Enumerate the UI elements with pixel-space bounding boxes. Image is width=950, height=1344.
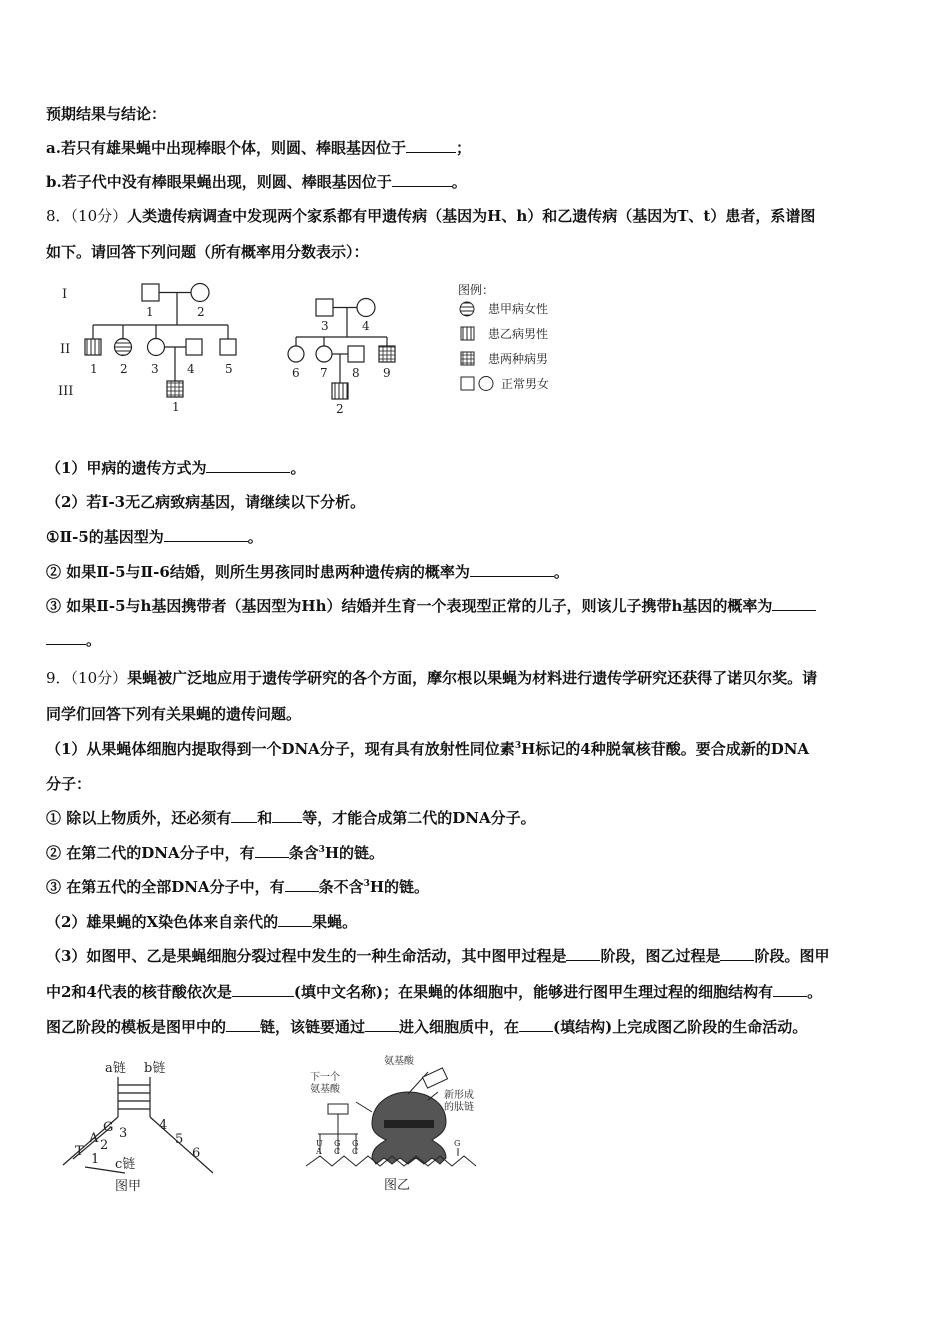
blank[interactable] bbox=[226, 1017, 260, 1032]
label-II4: 4 bbox=[187, 362, 195, 376]
figure-yi-translation bbox=[298, 1052, 498, 1197]
blank[interactable] bbox=[519, 1017, 553, 1032]
blank[interactable] bbox=[470, 562, 554, 577]
base-U: U bbox=[316, 1139, 323, 1148]
q9-sub-6: （2）雄果蝇的X染色体来自亲代的 果蝇。 bbox=[46, 913, 358, 931]
next-aa-label-2: 氨基酸 bbox=[310, 1084, 340, 1095]
label-III1: 1 bbox=[172, 400, 180, 414]
blank[interactable] bbox=[232, 982, 294, 997]
label-III2: 2 bbox=[336, 402, 344, 416]
q9-sub-2: 分子： bbox=[46, 775, 92, 793]
blank[interactable] bbox=[406, 138, 456, 153]
gen-label-III: III bbox=[58, 384, 74, 399]
label-II2: 2 bbox=[120, 362, 128, 376]
q9-sub-7: （3）如图甲、乙是果蝇细胞分裂过程中发生的一种生命活动，其中图甲过程是 阶段，图乙过程是 阶段。图甲 bbox=[46, 947, 830, 965]
q9-sub-1: （1）从果蝇体细胞内提取得到一个DNA分子，现有具有放射性同位素$^3$H标记的4种脱氧核苷酸。要合成新的DNA bbox=[46, 740, 810, 758]
III-1-both-male bbox=[167, 381, 183, 397]
q9-sub-3: ① 除以上物质外，还必须有 和 等，才能合成第二代的DNA分子。 bbox=[46, 809, 536, 827]
next-aa-label-1: 下一个 bbox=[310, 1072, 340, 1083]
legend-normal-female-symbol bbox=[479, 377, 493, 391]
q8-sub-2: （2）若I-3无乙病致病基因，请继续以下分析。 bbox=[46, 493, 366, 511]
I-2-normal-female bbox=[191, 284, 209, 302]
legend-jia-female-symbol bbox=[460, 302, 474, 316]
q8-sub-3: ①Ⅱ-5的基因型为 。 bbox=[46, 528, 263, 546]
II-6-normal-female bbox=[288, 346, 304, 362]
label-II3: 3 bbox=[151, 362, 159, 376]
label-II5: 5 bbox=[225, 362, 233, 376]
num-6: 6 bbox=[192, 1146, 201, 1161]
label-II7: 7 bbox=[320, 366, 328, 380]
num-4: 4 bbox=[159, 1118, 168, 1133]
blank[interactable] bbox=[392, 172, 452, 187]
blank[interactable] bbox=[255, 843, 289, 858]
num-3: 3 bbox=[119, 1126, 128, 1141]
blank[interactable] bbox=[566, 946, 600, 961]
label-I3: 3 bbox=[321, 319, 329, 333]
legend-jia-female: 患甲病女性 bbox=[488, 302, 549, 316]
label-II6: 6 bbox=[292, 366, 300, 380]
base-T: T bbox=[75, 1144, 84, 1159]
blank[interactable] bbox=[272, 808, 302, 823]
blank[interactable] bbox=[46, 630, 86, 645]
blank[interactable] bbox=[164, 527, 248, 542]
base-A: A bbox=[89, 1131, 99, 1146]
new-chain-label-1: 新形成 bbox=[444, 1090, 474, 1101]
question-8-line-2: 如下。请回答下列问题（所有概率用分数表示）： bbox=[46, 243, 369, 261]
legend bbox=[458, 282, 549, 391]
pedigree-figure bbox=[50, 278, 610, 418]
base-G: G bbox=[103, 1120, 114, 1135]
gen-label-I: I bbox=[62, 287, 68, 302]
II-2-jia-female bbox=[115, 339, 132, 356]
line-result-b: b.若子代中没有棒眼果蝇出现，则圆、棒眼基因位于 。 bbox=[46, 173, 467, 191]
base-G: G bbox=[334, 1139, 341, 1148]
base-G2: G bbox=[352, 1139, 359, 1148]
next-amino-acid-shape bbox=[328, 1104, 348, 1114]
b-chain-label: b链 bbox=[144, 1061, 166, 1076]
num-5: 5 bbox=[175, 1132, 184, 1147]
legend-normal: 正常男女 bbox=[501, 377, 550, 391]
label-II9: 9 bbox=[383, 366, 391, 380]
label-I4: 4 bbox=[362, 319, 370, 333]
blank[interactable] bbox=[773, 982, 807, 997]
a-chain-label: a链 bbox=[105, 1061, 126, 1076]
figure-yi-caption: 图乙 bbox=[384, 1178, 411, 1193]
legend-title: 图例： bbox=[458, 283, 495, 297]
q8-sub-4: ② 如果Ⅱ-5与Ⅱ-6结婚，则所生男孩同时患两种遗传病的概率为 。 bbox=[46, 563, 569, 581]
I-4-normal-female bbox=[357, 299, 375, 317]
blank[interactable] bbox=[285, 877, 319, 892]
II-1-yi-male bbox=[85, 339, 101, 355]
base-C2: C bbox=[352, 1147, 359, 1156]
II-9-both-male bbox=[379, 346, 395, 362]
base-C: C bbox=[334, 1147, 341, 1156]
figure-jia-caption: 图甲 bbox=[115, 1179, 142, 1194]
base-A: A bbox=[316, 1147, 322, 1156]
q9-sub-8: 中2和4代表的核苷酸依次是 (填中文名称)；在果蝇的体细胞中，能够进行图甲生理过程的细胞结构有 。 bbox=[46, 983, 823, 1001]
amino-acid-shape bbox=[422, 1068, 447, 1088]
II-7-normal-female bbox=[316, 346, 332, 362]
q8-sub-1: （1）甲病的遗传方式为 。 bbox=[46, 459, 306, 477]
line-result-a: a.若只有雄果蝇中出现棒眼个体，则圆、棒眼基因位于 ； bbox=[46, 139, 471, 157]
blank[interactable] bbox=[365, 1017, 399, 1032]
blank[interactable] bbox=[231, 808, 257, 823]
legend-normal-male-symbol bbox=[461, 377, 474, 390]
legend-yi-male: 患乙病男性 bbox=[488, 327, 549, 341]
q8-sub-5: ③ 如果Ⅱ-5与h基因携带者（基因型为Hh）结婚并生育一个表现型正常的儿子，则该儿子携带h基因的概率为 bbox=[46, 596, 816, 616]
question-8-line-1: 8．（10分）人类遗传病调查中发现两个家系都有甲遗传病（基因为H、h）和乙遗传病（基因为T、t）患者，系谱图 bbox=[46, 207, 816, 225]
label-I1: 1 bbox=[146, 305, 154, 319]
legend-both-male-symbol bbox=[461, 352, 474, 365]
base-G3: G bbox=[454, 1139, 461, 1148]
legend-yi-male-symbol bbox=[461, 327, 474, 340]
II-3-normal-female bbox=[148, 339, 165, 356]
question-9-line-2: 同学们回答下列有关果蝇的遗传问题。 bbox=[46, 705, 302, 723]
II-5-normal-male bbox=[220, 339, 236, 355]
I-3-normal-male bbox=[316, 299, 333, 316]
line-expected-results: 预期结果与结论： bbox=[46, 105, 167, 123]
q9-sub-4: ② 在第二代的DNA分子中，有 条含$^3$H的链。 bbox=[46, 844, 385, 862]
new-chain-label-2: 的肽链 bbox=[444, 1102, 474, 1113]
q8-sub-6: 。 bbox=[46, 630, 101, 650]
blank[interactable] bbox=[206, 458, 290, 473]
blank[interactable] bbox=[772, 596, 816, 611]
question-9-line-1: 9．（10分）果蝇被广泛地应用于遗传学研究的各个方面，摩尔根以果蝇为材料进行遗传学研究还获得了诺贝尔奖。请 bbox=[46, 669, 818, 687]
III-2-yi-male bbox=[332, 383, 348, 399]
gen-label-II: II bbox=[60, 342, 71, 357]
q9-sub-9: 图乙阶段的模板是图甲中的 链，该链要通过 进入细胞质中，在 (填结构)上完成图乙阶段的生命活动。 bbox=[46, 1018, 808, 1036]
peptide-channel bbox=[384, 1120, 434, 1128]
q9-sub-5: ③ 在第五代的全部DNA分子中，有 条不含$^3$H的链。 bbox=[46, 878, 430, 896]
figure-jia-transcription bbox=[55, 1055, 225, 1195]
num-2: 2 bbox=[100, 1138, 109, 1153]
num-1: 1 bbox=[91, 1152, 100, 1167]
blank[interactable] bbox=[278, 912, 312, 927]
II-8-normal-male bbox=[348, 346, 364, 362]
II-4-normal-male bbox=[186, 339, 202, 355]
c-chain-label: c链 bbox=[115, 1157, 136, 1172]
legend-both-male: 患两种病男 bbox=[488, 352, 549, 366]
label-II1: 1 bbox=[90, 362, 98, 376]
aa-label: 氨基酸 bbox=[384, 1056, 414, 1067]
blank[interactable] bbox=[720, 946, 754, 961]
label-I2: 2 bbox=[197, 305, 205, 319]
I-1-normal-male bbox=[142, 284, 159, 301]
label-II8: 8 bbox=[352, 366, 360, 380]
